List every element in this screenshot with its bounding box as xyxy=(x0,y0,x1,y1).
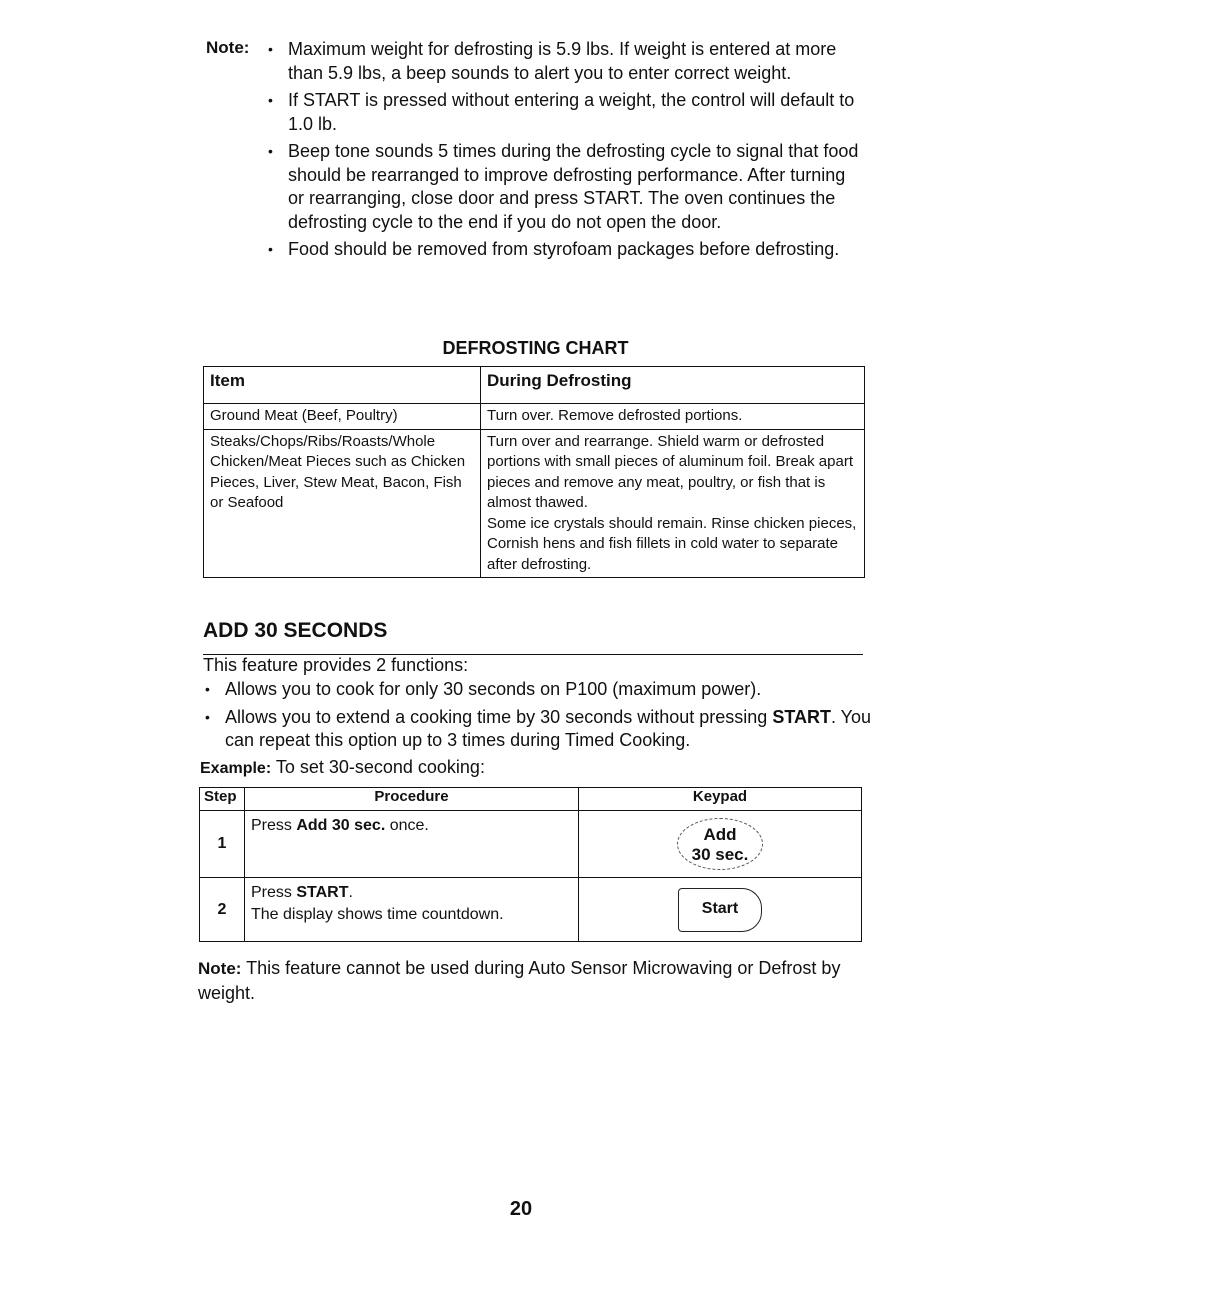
procedure-text: Press xyxy=(251,817,297,834)
column-header-item: Item xyxy=(204,367,481,404)
feature-item xyxy=(203,706,873,753)
column-header-keypad: Keypad xyxy=(579,788,862,811)
add-30-sec-button[interactable] xyxy=(677,818,763,870)
during-text: Turn over and rearrange. Shield warm or defrosted portions with small pieces of aluminum foil. Break apart pieces and remove any meat, poultry, or fish that is almost thawed. xyxy=(487,432,853,511)
example-text: To set 30-second cooking: xyxy=(271,757,485,777)
feature-item-text: . You can repeat this option up to 3 times during Timed Cooking. xyxy=(225,706,872,750)
key-name: Add 30 sec. xyxy=(296,817,386,834)
during-cell: Turn over. Remove defrosted portions. xyxy=(481,404,865,430)
page-number: 20 xyxy=(509,1198,533,1220)
feature-intro: This feature provides 2 functions: xyxy=(203,655,469,675)
procedure-text: Press xyxy=(251,884,297,901)
step-number: 1 xyxy=(200,811,245,878)
note-list xyxy=(266,38,866,266)
table-row xyxy=(200,811,862,878)
table-row xyxy=(204,429,865,578)
key-name: START xyxy=(296,884,349,901)
step-number: 2 xyxy=(200,878,245,942)
column-header-during: During Defrosting xyxy=(481,367,865,404)
note-item: • Beep tone sounds 5 times during the defrosting cycle to signal that food should be rearranged to improve defrosting performance. After turning or rearranging, close door and press START. The oven continues the defrosting cycle to the end if you do not open the door. xyxy=(266,140,866,234)
steps-table xyxy=(199,787,862,942)
keypad-cell xyxy=(579,811,862,878)
feature-list xyxy=(203,678,873,757)
note-item: • Maximum weight for defrosting is 5.9 lbs. If weight is entered at more than 5.9 lbs, a beep sounds to alert you to enter correct weight. xyxy=(266,38,866,85)
procedure-text: . xyxy=(348,884,353,901)
example-line xyxy=(200,755,485,781)
procedure-cell xyxy=(245,811,579,878)
note-label: Note: xyxy=(198,959,242,978)
note-label: Note: xyxy=(206,38,250,57)
defrost-table xyxy=(203,366,865,578)
feature-item-text: Allows you to extend a cooking time by 30 seconds without pressing xyxy=(225,706,768,727)
column-header-step: Step xyxy=(200,788,245,811)
keypad-cell xyxy=(579,878,862,942)
during-cell xyxy=(481,429,865,578)
item-cell: Ground Meat (Beef, Poultry) xyxy=(204,404,481,430)
column-header-procedure: Procedure xyxy=(245,788,579,811)
defrost-chart-title: DEFROSTING CHART xyxy=(442,338,629,358)
feature-item: • Allows you to cook for only 30 seconds on P100 (maximum power). xyxy=(203,678,873,702)
table-row xyxy=(200,878,862,942)
note-item: • If START is pressed without entering a weight, the control will default to 1.0 lb. xyxy=(266,89,866,136)
bottom-note xyxy=(198,956,858,1005)
add-30-sec-sublabel: 30 sec. xyxy=(691,845,749,864)
procedure-text: once. xyxy=(385,817,429,834)
add-30-sec-label: Add xyxy=(703,825,737,844)
start-button[interactable]: Start xyxy=(678,888,762,932)
table-row xyxy=(204,404,865,430)
example-label: Example: xyxy=(200,760,272,777)
procedure-text: The display shows time countdown. xyxy=(251,906,504,923)
start-keyword: START xyxy=(772,706,831,727)
section-title: ADD 30 SECONDS xyxy=(203,619,388,642)
during-extra-text: Some ice crystals should remain. Rinse chicken pieces, Cornish hens and fish fillets in cold water to separate after defrosting. xyxy=(487,514,857,573)
note-item: • Food should be removed from styrofoam packages before defrosting. xyxy=(266,238,866,262)
note-text: This feature cannot be used during Auto Sensor Microwaving or Defrost by weight. xyxy=(198,958,841,1003)
item-cell: Steaks/Chops/Ribs/Roasts/Whole Chicken/Meat Pieces such as Chicken Pieces, Liver, Stew Meat, Bacon, Fish or Seafood xyxy=(204,429,481,578)
procedure-cell xyxy=(245,878,579,942)
